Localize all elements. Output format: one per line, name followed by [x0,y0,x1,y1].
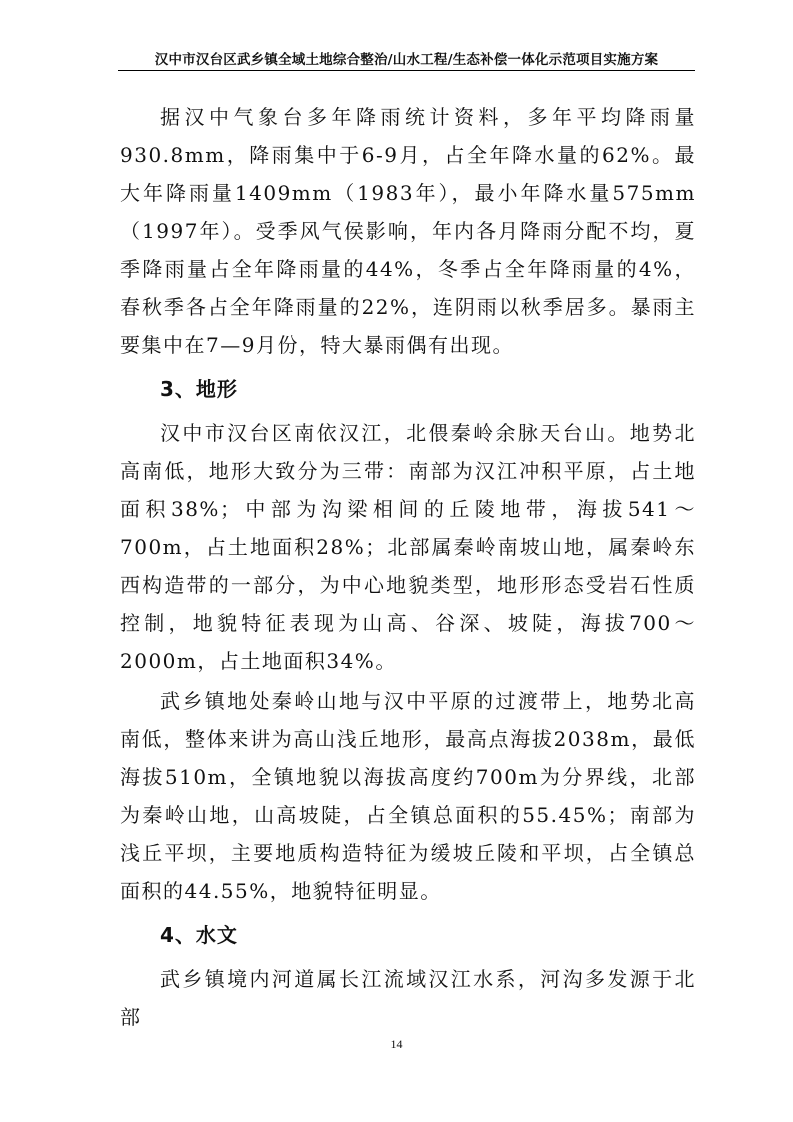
section-heading-terrain: 3、地形 [160,377,238,401]
document-body [120,98,696,1036]
running-header: 汉中市汉台区武乡镇全域土地综合整治/山水工程/生态补偿一体化示范项目实施方案 [154,52,659,68]
paragraph-terrain-district: 汉中市汉台区南依汉江，北偎秦岭余脉天台山。地势北高南低，地形大致分为三带：南部为汉江冲积平原，占土地面积38%；中部为沟梁相间的丘陵地带，海拔541～700m，占土地面积28%；北部属秦岭南坡山地，属秦岭东西构造带的一部分，为中心地貌类型，地形形态受岩石性质控制，地貌特征表现为山高、谷深、坡陡，海拔700～2000m，占土地面积34%。 [120,421,696,673]
paragraph-climate: 据汉中气象台多年降雨统计资料，多年平均降雨量930.8mm，降雨集中于6-9月，占全年降水量的62%。最大年降雨量1409mm（1983年），最小年降水量575mm（1997年）。受季风气侯影响，年内各月降雨分配不均，夏季降雨量占全年降雨量的44%，冬季占全年降雨量的4%，春秋季各占全年降雨量的22%，连阴雨以秋季居多。暴雨主要集中在7—9月份，特大暴雨偶有出现。 [120,105,696,357]
page-number: 14 [390,1037,403,1051]
header-divider [118,70,695,71]
section-heading-hydrology: 4、水文 [160,923,238,947]
paragraph-hydrology: 武乡镇境内河道属长江流域汉江水系，河沟多发源于北部 [120,967,696,1029]
paragraph-terrain-town: 武乡镇地处秦岭山地与汉中平原的过渡带上，地势北高南低，整体来讲为高山浅丘地形，最高点海拔2038m，最低海拔510m，全镇地貌以海拔高度约700m为分界线，北部为秦岭山地，山高坡陡，占全镇总面积的55.45%；南部为浅丘平坝，主要地质构造特征为缓坡丘陵和平坝，占全镇总面积的44.55%，地貌特征明显。 [120,689,696,903]
